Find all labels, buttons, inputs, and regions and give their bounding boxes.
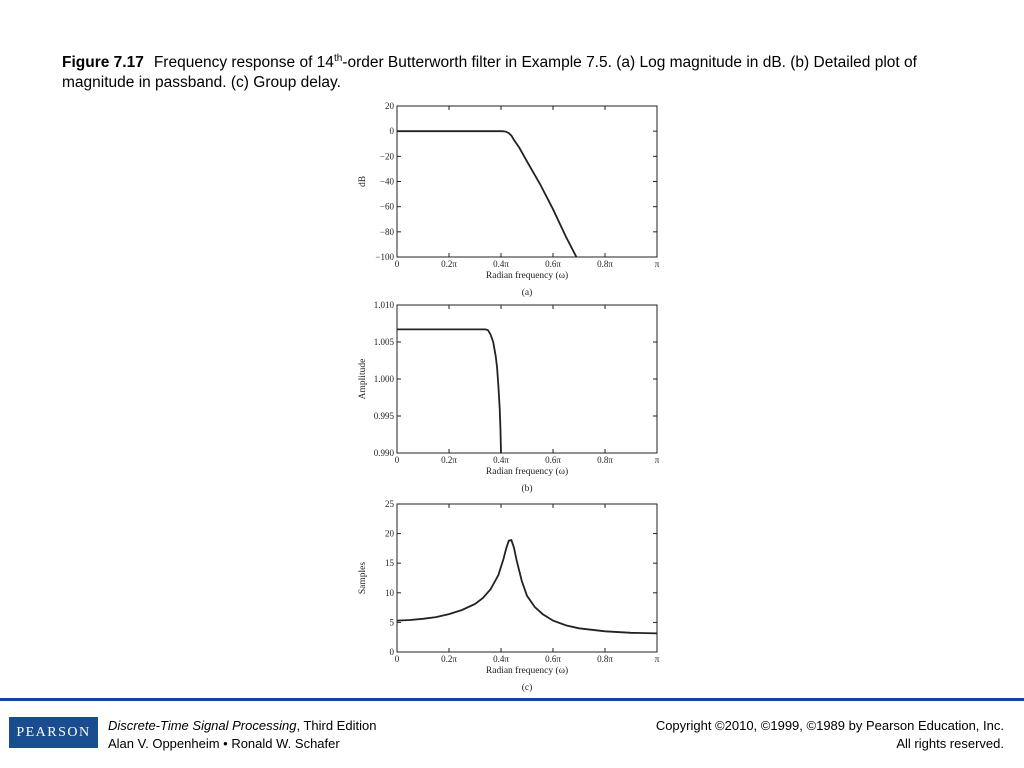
panel-a-xtick-label: 0.6π [545,259,561,269]
book-edition: , Third Edition [296,718,377,733]
panel-b-frame [397,305,657,453]
panel-c-ytick-label: 20 [385,528,394,539]
panel-c-xtick-label: π [654,654,660,664]
panel-c-ytick-label: 25 [385,499,394,509]
caption-superscript: th [333,52,343,64]
panel-a-ytick-label: −40 [379,176,394,187]
panel-a-xtick-label: 0 [394,259,400,269]
panel-a-ytick-label: −100 [375,252,394,262]
panel-a-frame [397,106,657,257]
panel-a-ytick-label: −60 [379,201,394,212]
panel-c-xtick-label: 0.6π [545,654,561,664]
panel-b-ytick-label: 1.000 [373,374,394,384]
panel-a-xtick-label: 0.2π [441,259,457,269]
pearson-logo: PEARSON [9,717,98,748]
footer-rule [0,698,1024,701]
panel-b-xtick-label: 0.4π [493,455,509,465]
panel-a-ytick-label: −20 [379,151,394,162]
caption-text-1: Frequency response of 14 [153,54,334,71]
panel-a-ylabel: dB [358,175,368,188]
panel-b-series-line [397,329,501,453]
panel-b-ytick-label: 0.995 [373,411,394,421]
panel-c-ylabel: Samples [358,561,368,595]
panel-c-frame [397,504,657,652]
book-citation [108,717,376,753]
panel-a-xtick-label: π [654,259,660,269]
panel-c-xtick-label: 0.2π [441,654,457,664]
panel-a-ytick-label: −80 [379,226,394,237]
panel-c-xtick-label: 0.8π [597,654,613,664]
panel-a-label: (a) [521,288,533,298]
panel-a-ytick-label: 0 [389,126,394,137]
panel-c-ytick-label: 15 [385,558,394,569]
book-title: Discrete-Time Signal Processing [108,718,297,733]
panel-c-ytick-label: 10 [385,587,394,598]
panel-b-ytick-label: 1.005 [373,337,394,347]
figure-label: Figure 7.17 [62,54,144,71]
copyright-text: Copyright ©2010, ©1999, ©1989 by Pearson Education, Inc. [655,718,1004,733]
panel-a-xtick-label: 0.8π [597,259,613,269]
panel-c-ytick-label: 0 [389,647,394,657]
panel-b-label: (b) [521,484,533,494]
panel-c-ytick-label: 5 [389,617,394,628]
panel-c-series-line [397,540,657,633]
panel-b-xtick-label: 0.8π [597,455,613,465]
panel-c-xtick-label: 0 [394,654,400,664]
panel-b-ytick-label: 0.990 [373,448,394,458]
panel-a-xtick-label: 0.4π [493,259,509,269]
panel-c-xlabel: Radian frequency (ω) [485,666,569,676]
panel-b-xtick-label: 0.6π [545,455,561,465]
copyright-notice [656,717,1004,753]
panel-b-xtick-label: π [654,455,660,465]
book-authors: Alan V. Oppenheim • Ronald W. Schafer [108,736,340,751]
panel-c-xtick-label: 0.4π [493,654,509,664]
panel-a-ytick-label: 20 [385,101,394,111]
panel-c-label: (c) [521,683,533,693]
panel-b-ylabel: Amplitude [358,358,368,400]
rights-text: All rights reserved. [896,736,1004,751]
caption-text-2: -order Butterworth filter in Example 7.5. (a) Log magnitude in dB. (b) Detailed plot of magnitude in passband. (c) Group delay. [62,54,917,91]
panel-b-xtick-label: 0.2π [441,455,457,465]
panel-b-xtick-label: 0 [394,455,400,465]
panel-b-xlabel: Radian frequency (ω) [485,467,569,477]
panel-a-xlabel: Radian frequency (ω) [485,271,569,281]
panel-b-ytick-label: 1.010 [373,300,394,310]
panel-a-series-line [397,131,576,257]
